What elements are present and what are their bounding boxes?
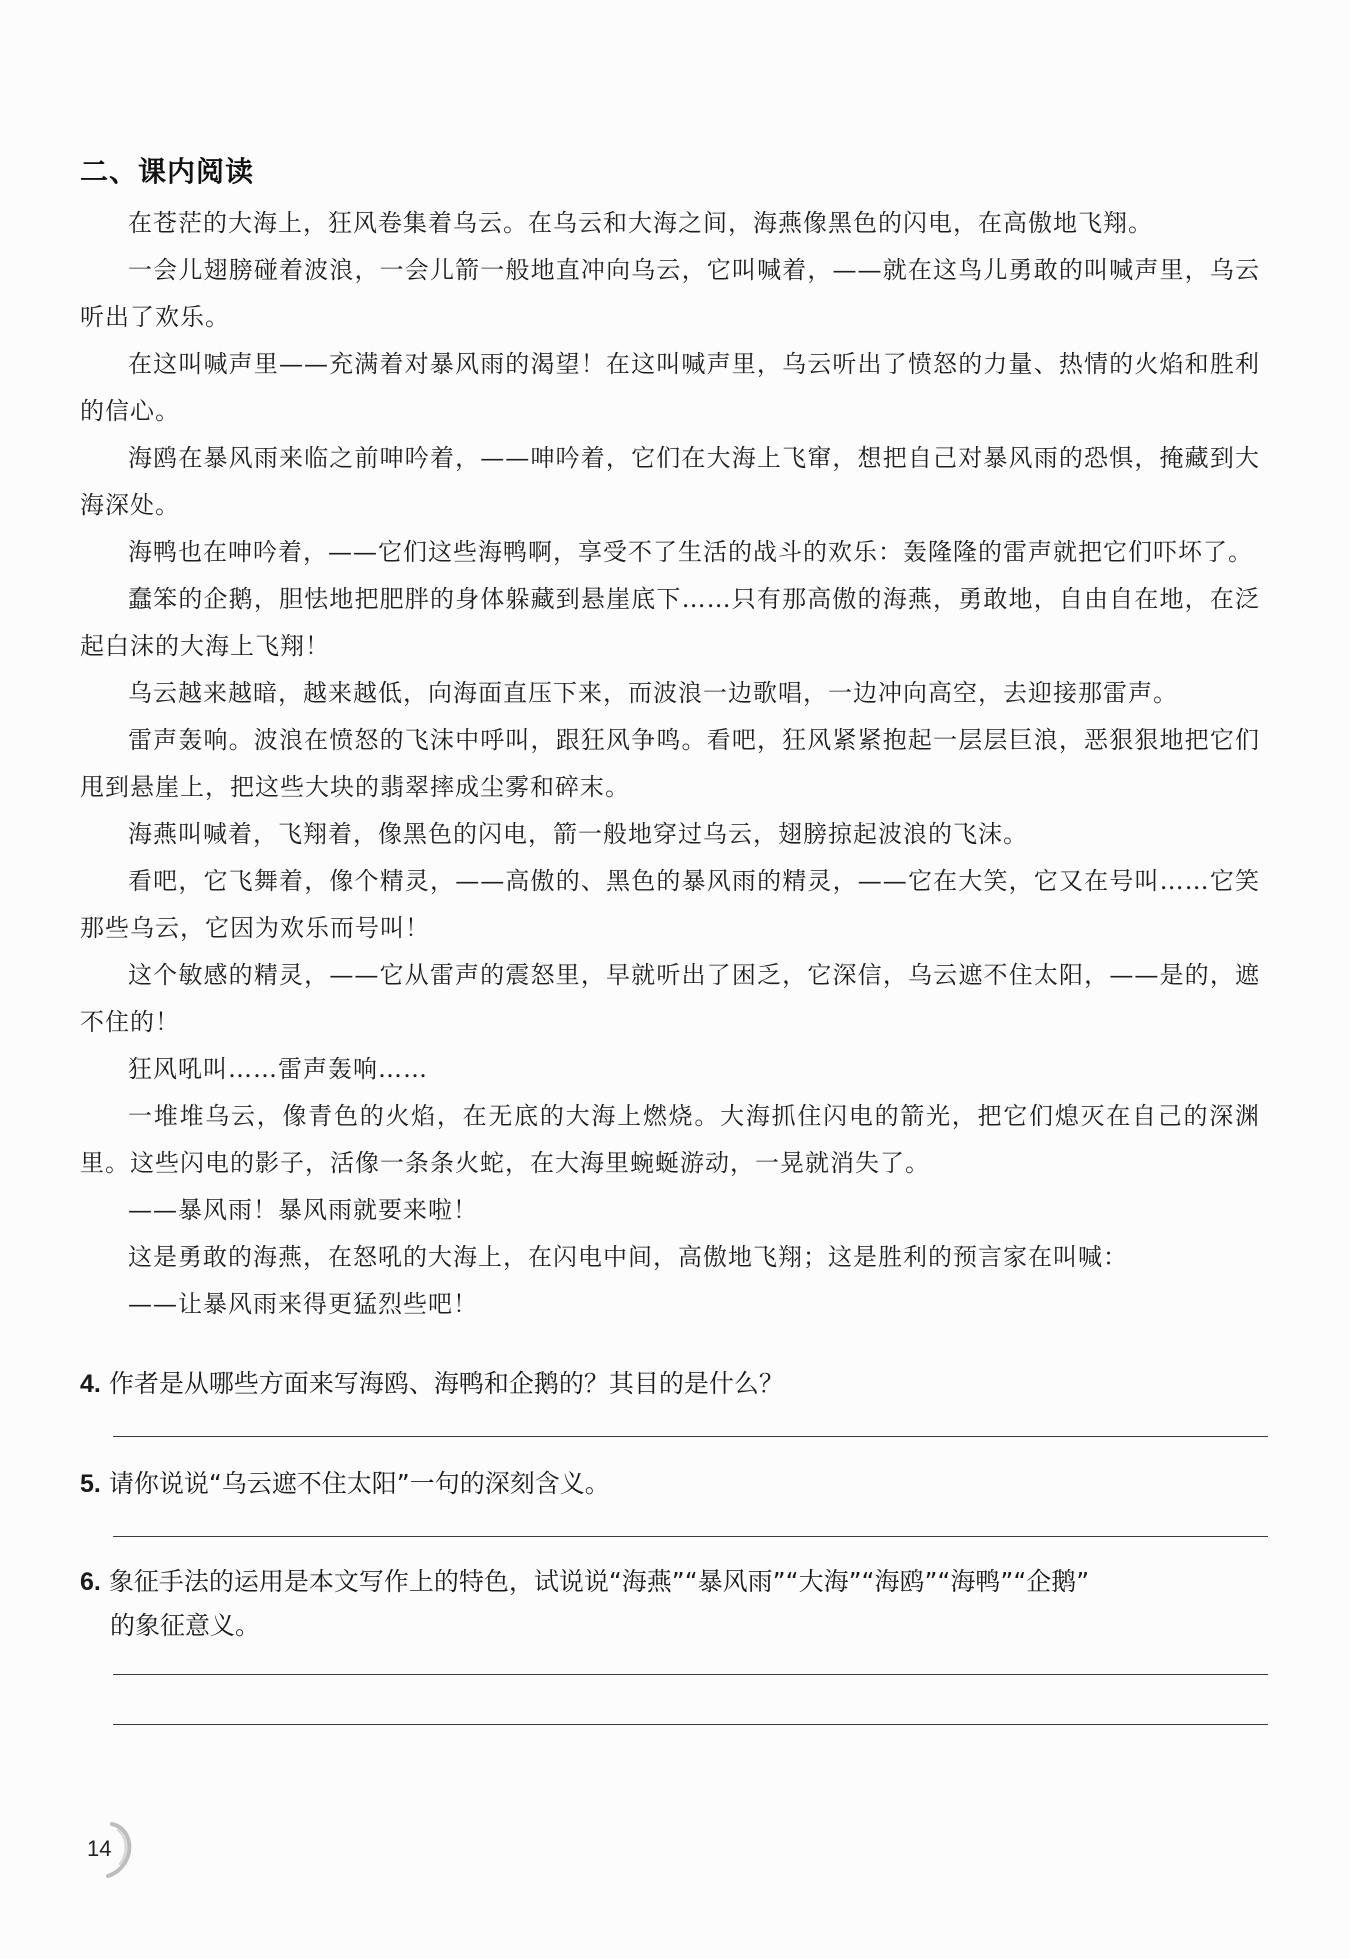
passage-paragraph: ——让暴风雨来得更猛烈些吧！ (128, 1290, 478, 1318)
question-number: 5. (80, 1470, 101, 1498)
passage-paragraph: 蠢笨的企鹅，胆怯地把肥胖的身体躲藏到悬崖底下……只有那高傲的海燕，勇敢地，自由自在地，在泛起白沫的大海上飞翔！ (80, 585, 1260, 660)
answer-line-q6-2[interactable] (113, 1724, 1268, 1725)
passage-paragraph: 海鸭也在呻吟着，——它们这些海鸭啊，享受不了生活的战斗的欢乐：轰隆隆的雷声就把它们吓坏了。 (128, 538, 1253, 566)
question-4 (80, 1362, 1270, 1406)
passage-paragraph: 一会儿翅膀碰着波浪，一会儿箭一般地直冲向乌云，它叫喊着，——就在这鸟儿勇敢的叫喊声里，乌云听出了欢乐。 (80, 256, 1260, 331)
passage-paragraph: 这个敏感的精灵，——它从雷声的震怒里，早就听出了困乏，它深信，乌云遮不住太阳，——是的，遮不住的！ (80, 961, 1260, 1036)
page-number-badge (72, 1818, 142, 1878)
answer-line-q6-1[interactable] (113, 1674, 1268, 1675)
question-text: 请你说说“乌云遮不住太阳”一句的深刻含义。 (108, 1469, 610, 1498)
question-number: 6. (80, 1568, 101, 1596)
question-number: 4. (80, 1370, 101, 1398)
passage-paragraph: 海鸥在暴风雨来临之前呻吟着，——呻吟着，它们在大海上飞窜，想把自己对暴风雨的恐惧，掩藏到大海深处。 (80, 444, 1260, 519)
passage-paragraph: 狂风吼叫……雷声轰响…… (128, 1055, 428, 1083)
passage-paragraph: ——暴风雨！暴风雨就要来啦！ (128, 1196, 478, 1224)
page-number: 14 (87, 1836, 112, 1861)
question-text: 作者是从哪些方面来写海鸥、海鸭和企鹅的？其目的是什么？ (108, 1369, 784, 1398)
passage-paragraph: 在苍茫的大海上，狂风卷集着乌云。在乌云和大海之间，海燕像黑色的闪电，在高傲地飞翔。 (128, 209, 1153, 237)
passage-paragraph: 看吧，它飞舞着，像个精灵，——高傲的、黑色的暴风雨的精灵，——它在大笑，它又在号叫……它笑那些乌云，它因为欢乐而号叫！ (80, 867, 1260, 942)
passage-paragraph: 一堆堆乌云，像青色的火焰，在无底的大海上燃烧。大海抓住闪电的箭光，把它们熄灭在自己的深渊里。这些闪电的影子，活像一条条火蛇，在大海里蜿蜒游动，一晃就消失了。 (80, 1102, 1260, 1177)
section-title: 二、课内阅读 (80, 155, 255, 188)
question-text-continued: 的象征意义。 (110, 1611, 261, 1640)
answer-line-q5[interactable] (113, 1536, 1268, 1537)
question-6 (80, 1560, 1270, 1648)
passage-paragraph: 海燕叫喊着，飞翔着，像黑色的闪电，箭一般地穿过乌云，翅膀掠起波浪的飞沫。 (128, 820, 1028, 848)
passage-paragraph: 这是勇敢的海燕，在怒吼的大海上，在闪电中间，高傲地飞翔；这是胜利的预言家在叫喊： (128, 1243, 1128, 1271)
reading-passage (80, 200, 1260, 1328)
question-5 (80, 1462, 1270, 1506)
passage-paragraph: 在这叫喊声里——充满着对暴风雨的渴望！在这叫喊声里，乌云听出了愤怒的力量、热情的火焰和胜利的信心。 (80, 350, 1260, 425)
answer-line-q4[interactable] (113, 1436, 1268, 1437)
passage-paragraph: 雷声轰响。波浪在愤怒的飞沫中呼叫，跟狂风争鸣。看吧，狂风紧紧抱起一层层巨浪，恶狠狠地把它们甩到悬崖上，把这些大块的翡翠摔成尘雾和碎末。 (80, 726, 1260, 801)
question-text: 象征手法的运用是本文写作上的特色，试说说“海燕”“暴风雨”“大海”“海鸥”“海鸭”“企鹅” (108, 1567, 1090, 1596)
passage-paragraph: 乌云越来越暗，越来越低，向海面直压下来，而波浪一边歌唱，一边冲向高空，去迎接那雷声。 (128, 679, 1178, 707)
